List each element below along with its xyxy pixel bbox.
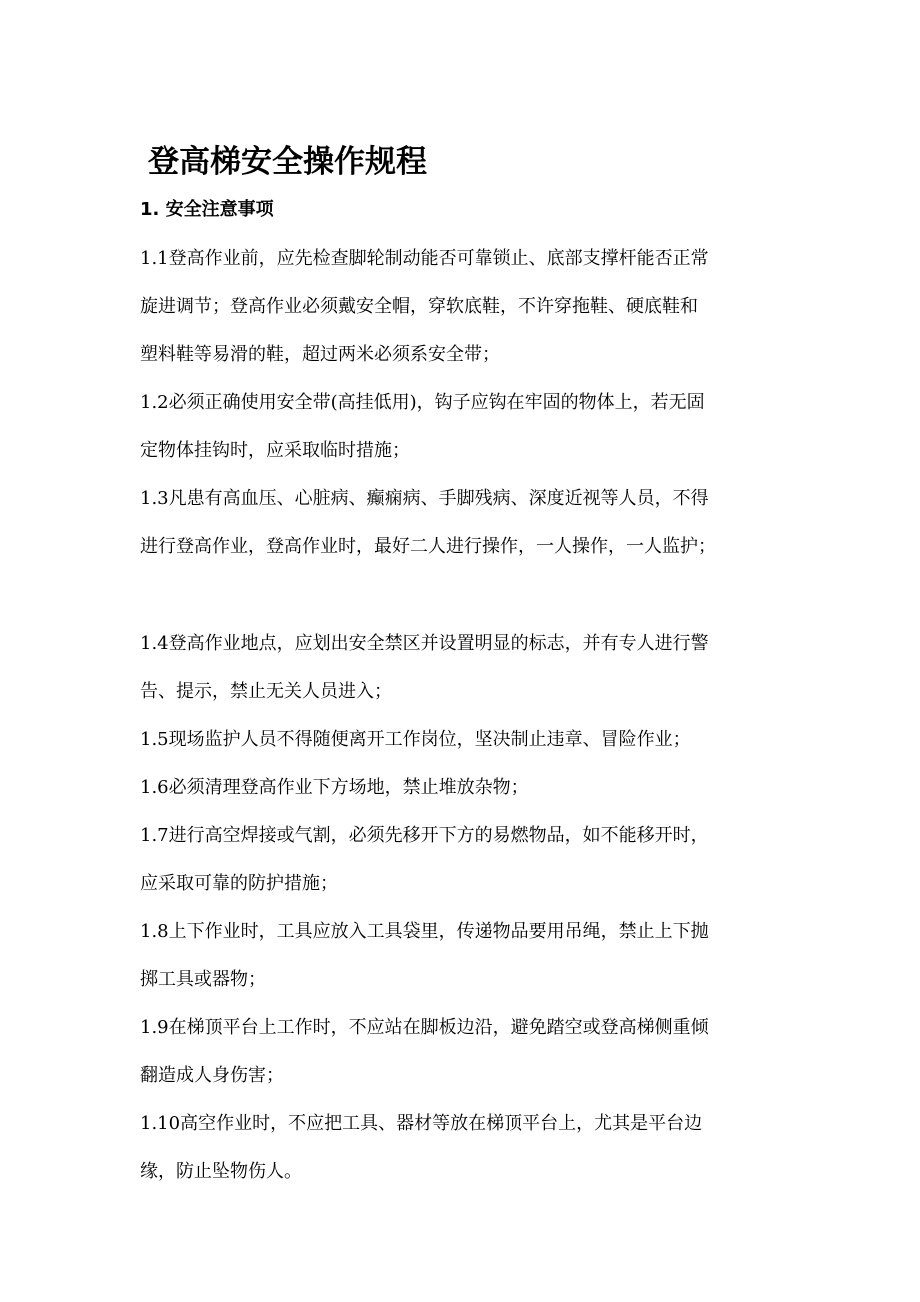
item-text: 必须正确使用安全带(高挂低用)，钩子应钩在牢固的物体上，若无固 — [168, 392, 705, 413]
paragraph-line — [140, 764, 780, 812]
item-text: 高空作业时，不应把工具、器材等放在梯顶平台上，尤其是平台边 — [180, 1113, 703, 1134]
list-item — [140, 235, 780, 379]
list-item — [140, 716, 780, 764]
list-item — [140, 620, 780, 716]
paragraph-line: 定物体挂钩时，应采取临时措施； — [140, 440, 410, 461]
paragraph-line: 塑料鞋等易滑的鞋，超过两米必须系安全带； — [140, 344, 500, 365]
paragraph-line: 掷工具或器物； — [140, 969, 266, 990]
item-text: 进行高空焊接或气割，必须先移开下方的易燃物品，如不能移开时， — [168, 825, 709, 846]
item-text: 现场监护人员不得随便离开工作岗位，坚决制止违章、冒险作业； — [168, 729, 691, 750]
paragraph-line — [140, 812, 780, 860]
list-item — [140, 764, 780, 812]
item-number: 1.9 — [140, 1017, 169, 1038]
paragraph-line: 翻造成人身伤害； — [140, 1065, 284, 1086]
paragraph-line: 应采取可靠的防护措施； — [140, 873, 338, 894]
item-text: 登高作业前，应先检查脚轮制动能否可靠锁止、底部支撑杆能否正常 — [168, 248, 709, 269]
paragraph-line: 告、提示，禁止无关人员进入； — [140, 681, 392, 702]
document-title: 登高梯安全操作规程 — [148, 144, 427, 180]
section-number: 1. — [140, 199, 160, 220]
list-item — [140, 379, 780, 475]
paragraph-line: 旋进调节；登高作业必须戴安全帽，穿软底鞋，不许穿拖鞋、硬底鞋和 — [140, 296, 698, 317]
item-text: 上下作业时，工具应放入工具袋里，传递物品要用吊绳，禁止上下抛 — [168, 921, 709, 942]
section-heading-text: 安全注意事项 — [165, 199, 274, 220]
paragraph-line — [140, 475, 780, 523]
paragraph-line — [140, 620, 780, 668]
list-item — [140, 1004, 780, 1100]
list-item — [140, 908, 780, 1004]
item-text: 在梯顶平台上工作时，不应站在脚板边沿，避免踏空或登高梯侧重倾 — [168, 1017, 709, 1038]
item-number: 1.5 — [140, 729, 169, 750]
list-item — [140, 475, 780, 571]
item-number: 1.4 — [140, 633, 169, 654]
paragraph-line: 缘，防止坠物伤人。 — [140, 1161, 302, 1182]
paragraph-line — [140, 1004, 780, 1052]
item-number: 1.3 — [140, 488, 169, 509]
paragraph-line — [140, 235, 780, 283]
item-number: 1.8 — [140, 921, 169, 942]
paragraph-line — [140, 379, 780, 427]
item-text: 必须清理登高作业下方场地，禁止堆放杂物； — [168, 777, 529, 798]
list-item — [140, 1100, 780, 1196]
item-number: 1.10 — [140, 1113, 181, 1134]
item-number: 1.7 — [140, 825, 169, 846]
paragraph-line: 进行登高作业，登高作业时，最好二人进行操作，一人操作，一人监护； — [140, 536, 716, 557]
item-number: 1.2 — [140, 392, 169, 413]
item-text: 凡患有高血压、心脏病、癫痫病、手脚残病、深度近视等人员，不得 — [168, 488, 709, 509]
paragraph-line — [140, 1100, 780, 1148]
list-item — [140, 812, 780, 908]
paragraph-line — [140, 908, 780, 956]
item-text: 登高作业地点，应划出安全禁区并设置明显的标志，并有专人进行警 — [168, 633, 709, 654]
section-heading — [140, 195, 274, 225]
paragraph-line — [140, 716, 780, 764]
item-number: 1.6 — [140, 777, 169, 798]
item-number: 1.1 — [140, 248, 169, 269]
